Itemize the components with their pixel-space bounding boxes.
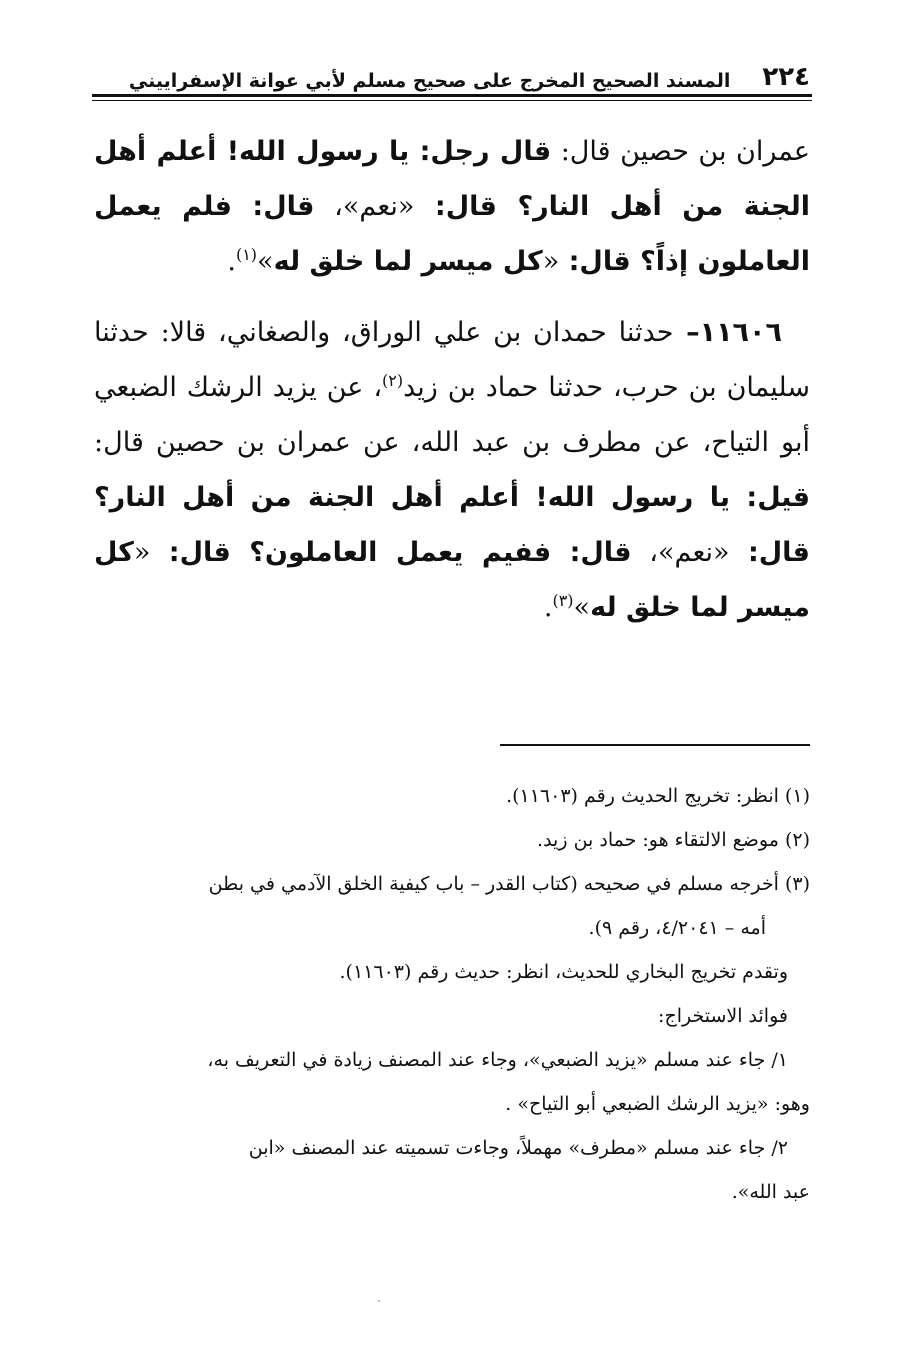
text-run: حدثنا حمدان بن علي الوراق، والصغاني، قالا: حدثنا سليمان بن حرب، حدثنا حماد بن زيد	[94, 317, 810, 403]
footnote-3-continued: أمه – ٤/٢٠٤١، رقم ٩).	[588, 917, 766, 939]
footnote-3-note: وتقدم تخريج البخاري للحديث، انظر: حديث رقم (١١٦٠٣).	[339, 961, 788, 983]
footnote-1: (١) انظر: تخريج الحديث رقم (١١٦٠٣).	[506, 785, 810, 807]
text-run: «نعم»،	[314, 191, 415, 222]
header-rule-thick	[92, 94, 812, 97]
quote-mark: »	[257, 246, 274, 277]
paragraph-continuation	[94, 124, 810, 289]
bold-run: قال رجل: يا رسول الله! أعلم أهل الجنة من أهل النار؟ قال:	[94, 136, 810, 222]
book-title: المسند الصحيح المخرج على صحيح مسلم لأبي عوانة الإسفراييني	[128, 70, 731, 92]
quote-mark: «	[133, 537, 151, 568]
text-run: .	[227, 246, 236, 277]
footnote-3-heading: فوائد الاستخراج:	[658, 1005, 788, 1027]
footnote-3: (٣) أخرجه مسلم في صحيحه (كتاب القدر – باب كيفية الخلق الآدمي في بطن	[208, 873, 810, 895]
bold-run: قال: فلم يعمل العاملون إذاً؟ قال:	[94, 191, 810, 277]
text-run: «نعم»،	[631, 537, 730, 568]
page-number: ٢٢٤	[762, 62, 810, 92]
bold-run: كل ميسر لما خلق له	[94, 537, 810, 623]
footnote-2: (٢) موضع الالتقاء هو: حماد بن زيد.	[537, 829, 810, 851]
bold-run: كل ميسر لما خلق له	[273, 246, 543, 277]
bold-run: قال: ففيم يعمل العاملون؟ قال:	[150, 537, 632, 568]
footnote-3-point-1-continued: وهو: «يزيد الرشك الضبعي أبو التياح» .	[505, 1093, 810, 1115]
main-text	[94, 124, 810, 651]
hadith-paragraph	[94, 305, 810, 635]
footnote-separator	[500, 744, 810, 746]
quote-mark: «	[542, 246, 560, 277]
hadith-number: ١١٦٠٦	[699, 317, 782, 348]
text-run: ، عن يزيد الرشك الضبعي أبو التياح، عن مطرف بن عبد الله، عن عمران بن حصين قال:	[94, 372, 810, 458]
text-run: –	[673, 317, 700, 348]
text-run: .	[543, 592, 553, 623]
running-header	[92, 52, 810, 92]
scan-speck	[378, 1300, 380, 1302]
footnote-ref: (٢)	[382, 371, 404, 390]
text-run: عمران بن حصين قال:	[551, 136, 811, 167]
bold-run: قيل: يا رسول الله! أعلم أهل الجنة من أهل النار؟ قال:	[94, 482, 810, 568]
footnotes	[94, 774, 810, 1214]
footnote-3-point-2: ٢/ جاء عند مسلم «مطرف» مهملاً، وجاءت تسميته عند المصنف «ابن	[248, 1137, 788, 1159]
footnote-3-point-2-continued: عبد الله».	[731, 1181, 810, 1203]
quote-mark: »	[573, 592, 591, 623]
footnote-ref: (٣)	[552, 591, 574, 610]
footnote-ref: (١)	[235, 245, 258, 264]
header-rule-thin	[92, 100, 812, 101]
footnote-3-point-1: ١/ جاء عند مسلم «يزيد الضبعي»، وجاء عند المصنف زيادة في التعريف به،	[207, 1049, 788, 1071]
